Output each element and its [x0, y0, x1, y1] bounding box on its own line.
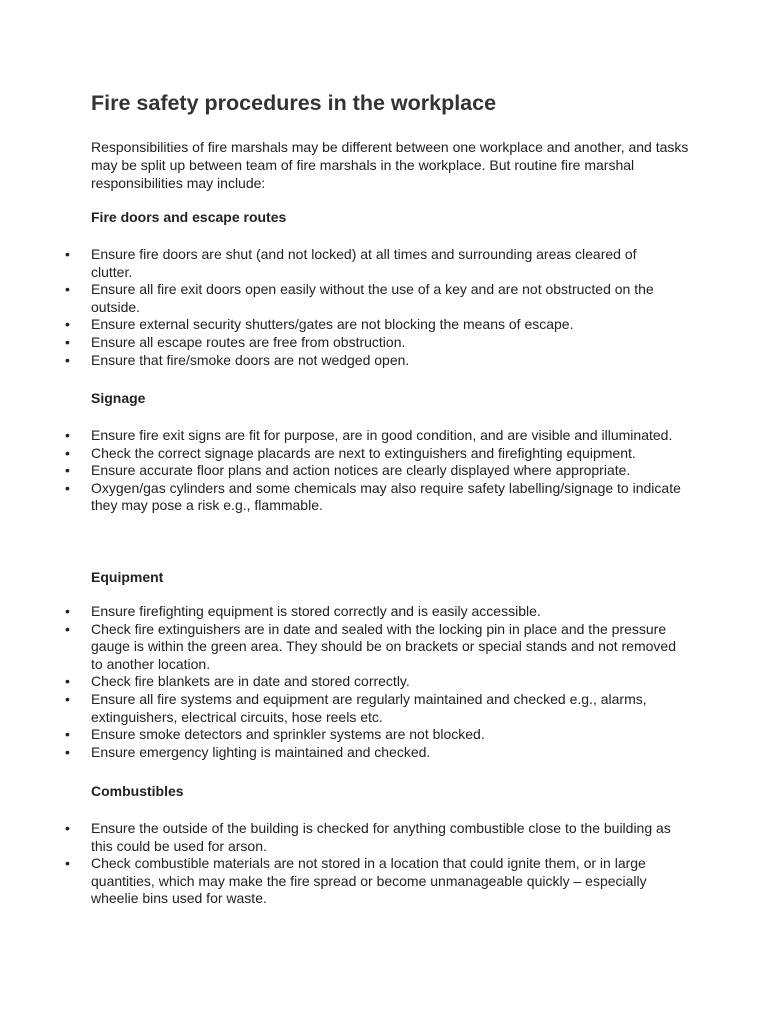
- bullet-icon: •: [65, 726, 70, 743]
- bullet-icon: •: [65, 820, 70, 836]
- intro-paragraph: Responsibilities of fire marshals may be different between one workplace and another, and tasks may be split up between team of fire marshals in the workplace. But routine fire marshal responsibilities may include:: [91, 139, 689, 191]
- list-item-text: Ensure smoke detectors and sprinkler systems are not blocked.: [91, 726, 485, 743]
- bullet-icon: •: [65, 246, 70, 262]
- list-item-text: Ensure accurate floor plans and action notices are clearly displayed where appropriate.: [91, 462, 631, 479]
- list-item: [0, 744, 681, 762]
- list-item-text: Ensure that fire/smoke doors are not wedged open.: [91, 351, 410, 368]
- list-item-text: Check fire extinguishers are in date and sealed with the locking pin in place and the pressure gauge is within the green area. They should be on brackets or special stands and not removed to another location.: [91, 620, 676, 672]
- bullet-icon: •: [65, 333, 70, 350]
- bullet-icon: •: [65, 427, 70, 443]
- list-item-text: Ensure the outside of the building is checked for anything combustible close to the building as this could be used for arson.: [91, 820, 671, 854]
- bullet-icon: •: [65, 462, 70, 479]
- bullet-icon: •: [65, 479, 70, 496]
- list-item-text: Ensure firefighting equipment is stored correctly and is easily accessible.: [91, 603, 541, 619]
- list-item-text: Check combustible materials are not stored in a location that could ignite them, or in large quantities, which may make the fire spread or become unmanageable quickly – especially wheelie bins used for waste.: [91, 855, 647, 907]
- list-item: [0, 820, 681, 855]
- bullet-list: [0, 820, 681, 908]
- list-item-text: Check the correct signage placards are next to extinguishers and firefighting equipment.: [91, 444, 636, 461]
- list-item-text: Check fire blankets are in date and stored correctly.: [91, 673, 410, 690]
- bullet-icon: •: [65, 351, 70, 368]
- section-heading: Combustibles: [91, 783, 184, 799]
- list-item: [0, 673, 681, 691]
- list-item: [0, 603, 681, 621]
- bullet-icon: •: [65, 444, 70, 461]
- list-item-text: Ensure emergency lighting is maintained and checked.: [91, 743, 431, 760]
- bullet-list: [0, 603, 681, 761]
- list-item: [0, 352, 681, 370]
- list-item: [0, 334, 681, 352]
- bullet-icon: •: [65, 603, 70, 619]
- list-item-text: Ensure external security shutters/gates are not blocking the means of escape.: [91, 316, 574, 333]
- bullet-icon: •: [65, 620, 70, 637]
- page-title: Fire safety procedures in the workplace: [91, 91, 497, 115]
- section-heading: Equipment: [91, 569, 164, 585]
- list-item: [0, 691, 681, 726]
- list-item: [0, 480, 681, 515]
- bullet-list: [0, 427, 681, 515]
- bullet-icon: •: [65, 855, 70, 872]
- list-item-text: Ensure fire exit signs are fit for purpose, are in good condition, and are visible and illuminated.: [91, 427, 673, 443]
- list-item-text: Ensure all fire exit doors open easily without the use of a key and are not obstructed on the outside.: [91, 281, 654, 315]
- list-item-text: Ensure all escape routes are free from obstruction.: [91, 333, 406, 350]
- list-item: [0, 246, 681, 281]
- bullet-icon: •: [65, 281, 70, 298]
- list-item: [0, 445, 681, 463]
- section-heading: Fire doors and escape routes: [91, 209, 287, 225]
- list-item: [0, 427, 681, 445]
- list-item: [0, 281, 681, 316]
- list-item: [0, 726, 681, 744]
- section-heading: Signage: [91, 390, 146, 406]
- list-item-text: Oxygen/gas cylinders and some chemicals may also require safety labelling/signage to indicate they may pose a risk e.g., flammable.: [91, 479, 681, 514]
- list-item-text: Ensure fire doors are shut (and not locked) at all times and surrounding areas cleared of clutter.: [91, 246, 637, 280]
- list-item-text: Ensure all fire systems and equipment are regularly maintained and checked e.g., alarms, extinguishers, electrical circuits, hose reels etc.: [91, 690, 647, 725]
- bullet-icon: •: [65, 673, 70, 690]
- list-item: [0, 462, 681, 480]
- bullet-icon: •: [65, 743, 70, 760]
- bullet-list: [0, 246, 681, 369]
- list-item: [0, 621, 681, 674]
- bullet-icon: •: [65, 316, 70, 333]
- bullet-icon: •: [65, 690, 70, 707]
- list-item: [0, 855, 681, 908]
- list-item: [0, 316, 681, 334]
